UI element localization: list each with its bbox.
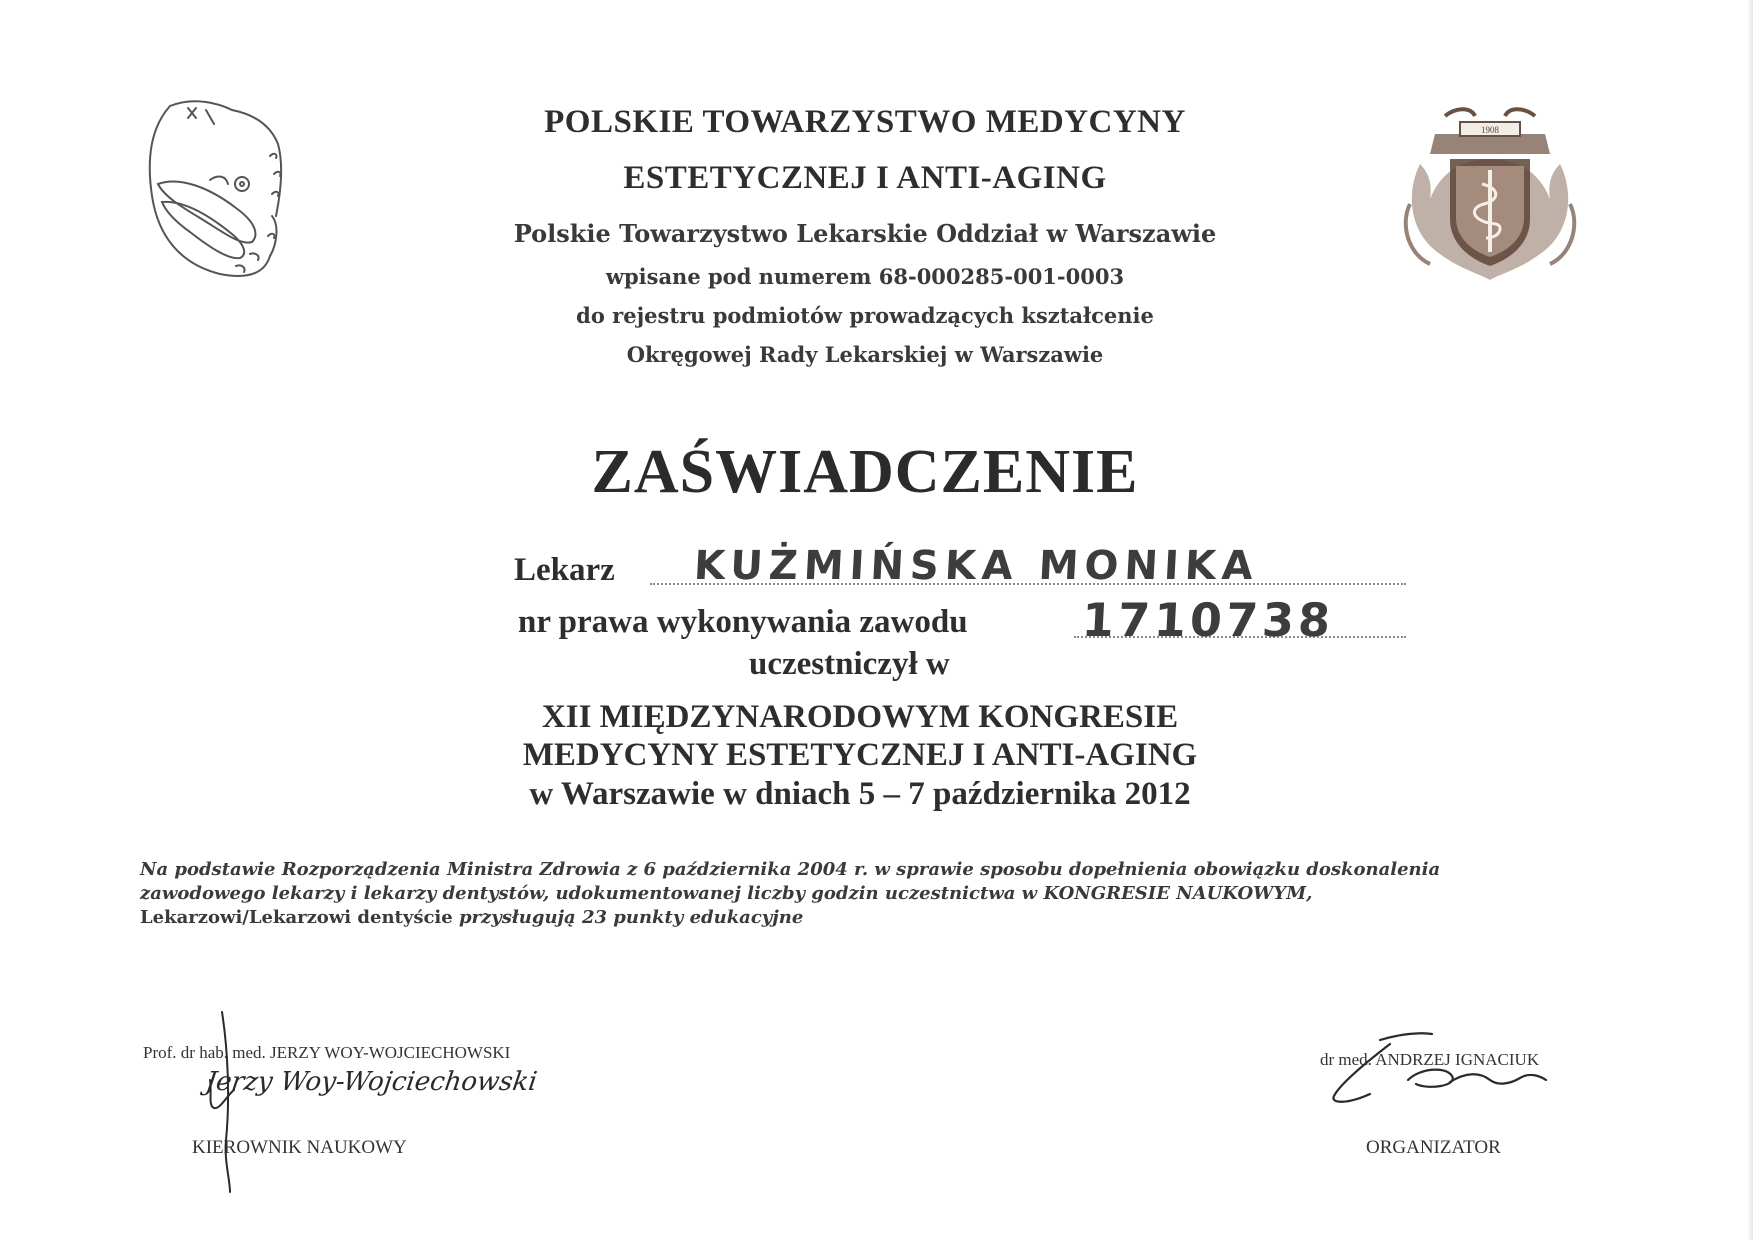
scientific-director-signature-text: Jerzy Woy-Wojciechowski	[203, 1067, 539, 1097]
org-branch: Polskie Towarzystwo Lekarskie Oddział w Warszawie	[513, 219, 1217, 248]
emblem-year: 1908	[1481, 125, 1499, 135]
legal-line3	[140, 906, 1580, 930]
scan-edge-shadow	[1747, 0, 1753, 1240]
event-line3: w Warszawie w dniach 5 – 7 października 2012	[529, 776, 1191, 812]
org-name-line2: ESTETYCZNEJ I ANTI-AGING	[623, 160, 1107, 196]
face-sketch-logo-icon	[140, 96, 310, 286]
certificate-title: ZAŚWIADCZENIE	[591, 438, 1139, 506]
event-line1: XII MIĘDZYNARODOWYM KONGRESIE	[541, 699, 1179, 735]
license-label: nr prawa wykonywania zawodu	[518, 604, 968, 640]
license-number: 1710738	[1080, 593, 1336, 647]
doctor-label: Lekarz	[514, 552, 615, 588]
org-name-line1: POLSKIE TOWARZYSTWO MEDYCYNY	[544, 104, 1186, 140]
legal-basis-text	[140, 858, 1580, 930]
organizer-signature	[1320, 1024, 1560, 1124]
scientific-director-name: Prof. dr hab. med. JERZY WOY-WOJCIECHOWSKI	[143, 1043, 511, 1062]
council-line: Okręgowej Rady Lekarskiej w Warszawie	[626, 342, 1104, 367]
participated-label: uczestniczył w	[749, 646, 950, 682]
legal-line3-plain: Lekarzowi/Lekarzowi dentyście	[140, 907, 459, 928]
event-line2: MEDYCYNY ESTETYCZNEJ I ANTI-AGING	[522, 737, 1198, 773]
scientific-director-signature	[200, 1010, 539, 1195]
legal-line2: zawodowego lekarzy i lekarzy dentystów, udokumentowanej liczby godzin uczestnictwa w KONGRESIE NAUKOWYM,	[140, 883, 1313, 904]
doctor-name: KUŻMIŃSKA MONIKA	[692, 543, 1260, 589]
registry-line: do rejestru podmiotów prowadzących kształcenie	[576, 303, 1154, 328]
scientific-director-role: KIEROWNIK NAUKOWY	[192, 1137, 407, 1158]
organizer-name: dr med. ANDRZEJ IGNACIUK	[1320, 1050, 1540, 1069]
organizer-role: ORGANIZATOR	[1366, 1137, 1501, 1158]
legal-line3-points: przysługują 23 punkty edukacyjne	[458, 907, 804, 928]
legal-line1: Na podstawie Rozporządzenia Ministra Zdrowia z 6 października 2004 r. w sprawie sposobu dopełnienia obowiązku doskonalenia	[140, 859, 1441, 880]
registration-number: wpisane pod numerem 68-000285-001-0003	[605, 264, 1125, 289]
